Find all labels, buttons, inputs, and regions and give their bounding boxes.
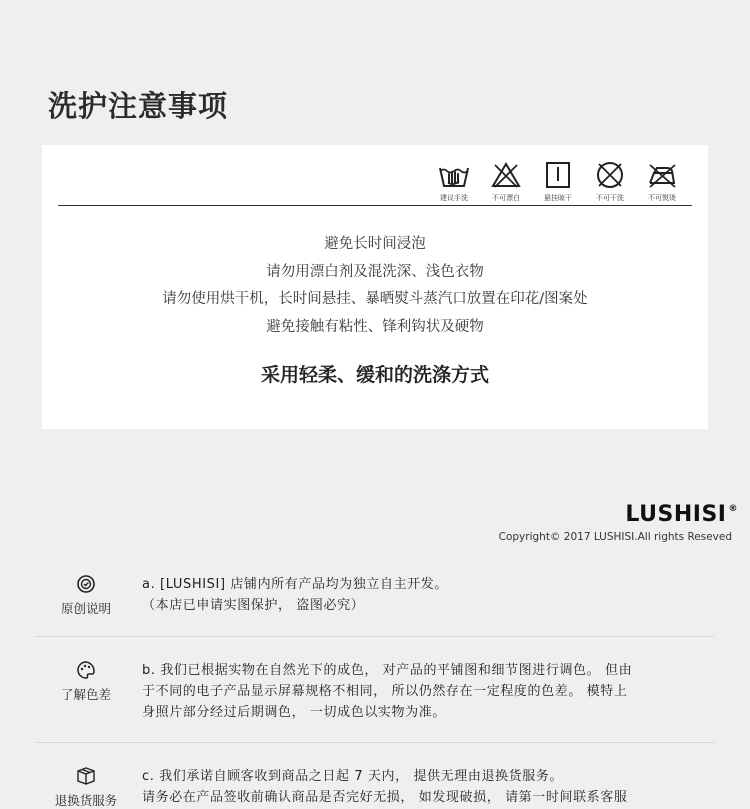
notice-returns [36,766,714,809]
divider [58,205,692,206]
care-symbol [480,159,532,203]
notice-line: 身照片部分经过后期调色， 一切成色以实物为准。 [142,705,446,720]
notice-label-text: 退换货服务 [54,793,118,808]
notice-label [36,574,136,617]
care-line: 请勿用漂白剂及混洗深、浅色衣物 [266,263,484,280]
notice-line: a. [LUSHISI] 店铺内所有产品均为独立自主开发。 [142,577,448,592]
notice-text [136,660,714,723]
care-instructions-card [42,145,708,429]
care-line: 请勿使用烘干机，长时间悬挂、暴晒熨斗蒸汽口放置在印花/图案处 [162,291,588,307]
care-symbols [428,159,688,203]
care-symbol-label: 悬挂晾干 [544,194,572,202]
care-symbol [428,159,480,203]
notice-text [136,766,714,809]
care-text [42,231,708,341]
no-iron-icon [646,159,678,191]
care-line: 避免长时间浸泡 [324,236,426,252]
care-symbol-label: 不可干洗 [596,194,624,202]
notice-line: c. 我们承诺自顾客收到商品之日起 7 天内， 提供无理由退换货服务。 [142,769,564,784]
notice-text [136,574,714,617]
brand-logo-text: LUSHISI [625,502,727,527]
package-icon [76,766,96,786]
no-bleach-icon [490,159,522,191]
notice-label-text: 了解色差 [60,687,111,702]
care-symbol-label: 不可熨烫 [648,194,676,202]
hang-dry-icon [542,159,574,191]
registered-mark: ® [728,504,738,514]
care-line: 避免接触有粘性、锋利钩状及硬物 [266,318,484,335]
care-symbol-label: 建议手洗 [440,194,468,202]
palette-icon [76,660,96,680]
care-symbol [532,159,584,203]
page-title: 洗护注意事项 [48,89,229,123]
brand-logo [625,502,738,527]
notice-color-difference [36,660,714,723]
notice-label-text: 原创说明 [60,601,111,616]
no-tumble-dry-icon [594,159,626,191]
care-symbol-label: 不可漂白 [492,194,520,202]
original-badge-icon [76,574,96,594]
copyright-text: Copyright© 2017 LUSHISI.All rights Reseved [498,531,732,543]
divider [36,636,714,637]
notice-original [36,574,714,617]
notice-label [36,766,136,809]
notice-line: 于不同的电子产品显示屏幕规格不相同， 所以仍然存在一定程度的色差。 模特上 [142,684,628,699]
care-symbol [636,159,688,203]
care-symbol [584,159,636,203]
notice-line: b. 我们已根据实物在自然光下的成色， 对产品的平铺图和细节图进行调色。 但由 [142,663,633,678]
notice-line: 请务必在产品签收前确认商品是否完好无损， 如发现破损， 请第一时间联系客服 [142,790,628,805]
notice-line: （本店已申请实图保护， 盗图必究） [142,598,365,613]
care-emphasis: 采用轻柔、缓和的洗涤方式 [260,364,489,386]
divider [36,742,714,743]
hand-wash-icon [438,159,470,191]
notice-label [36,660,136,723]
